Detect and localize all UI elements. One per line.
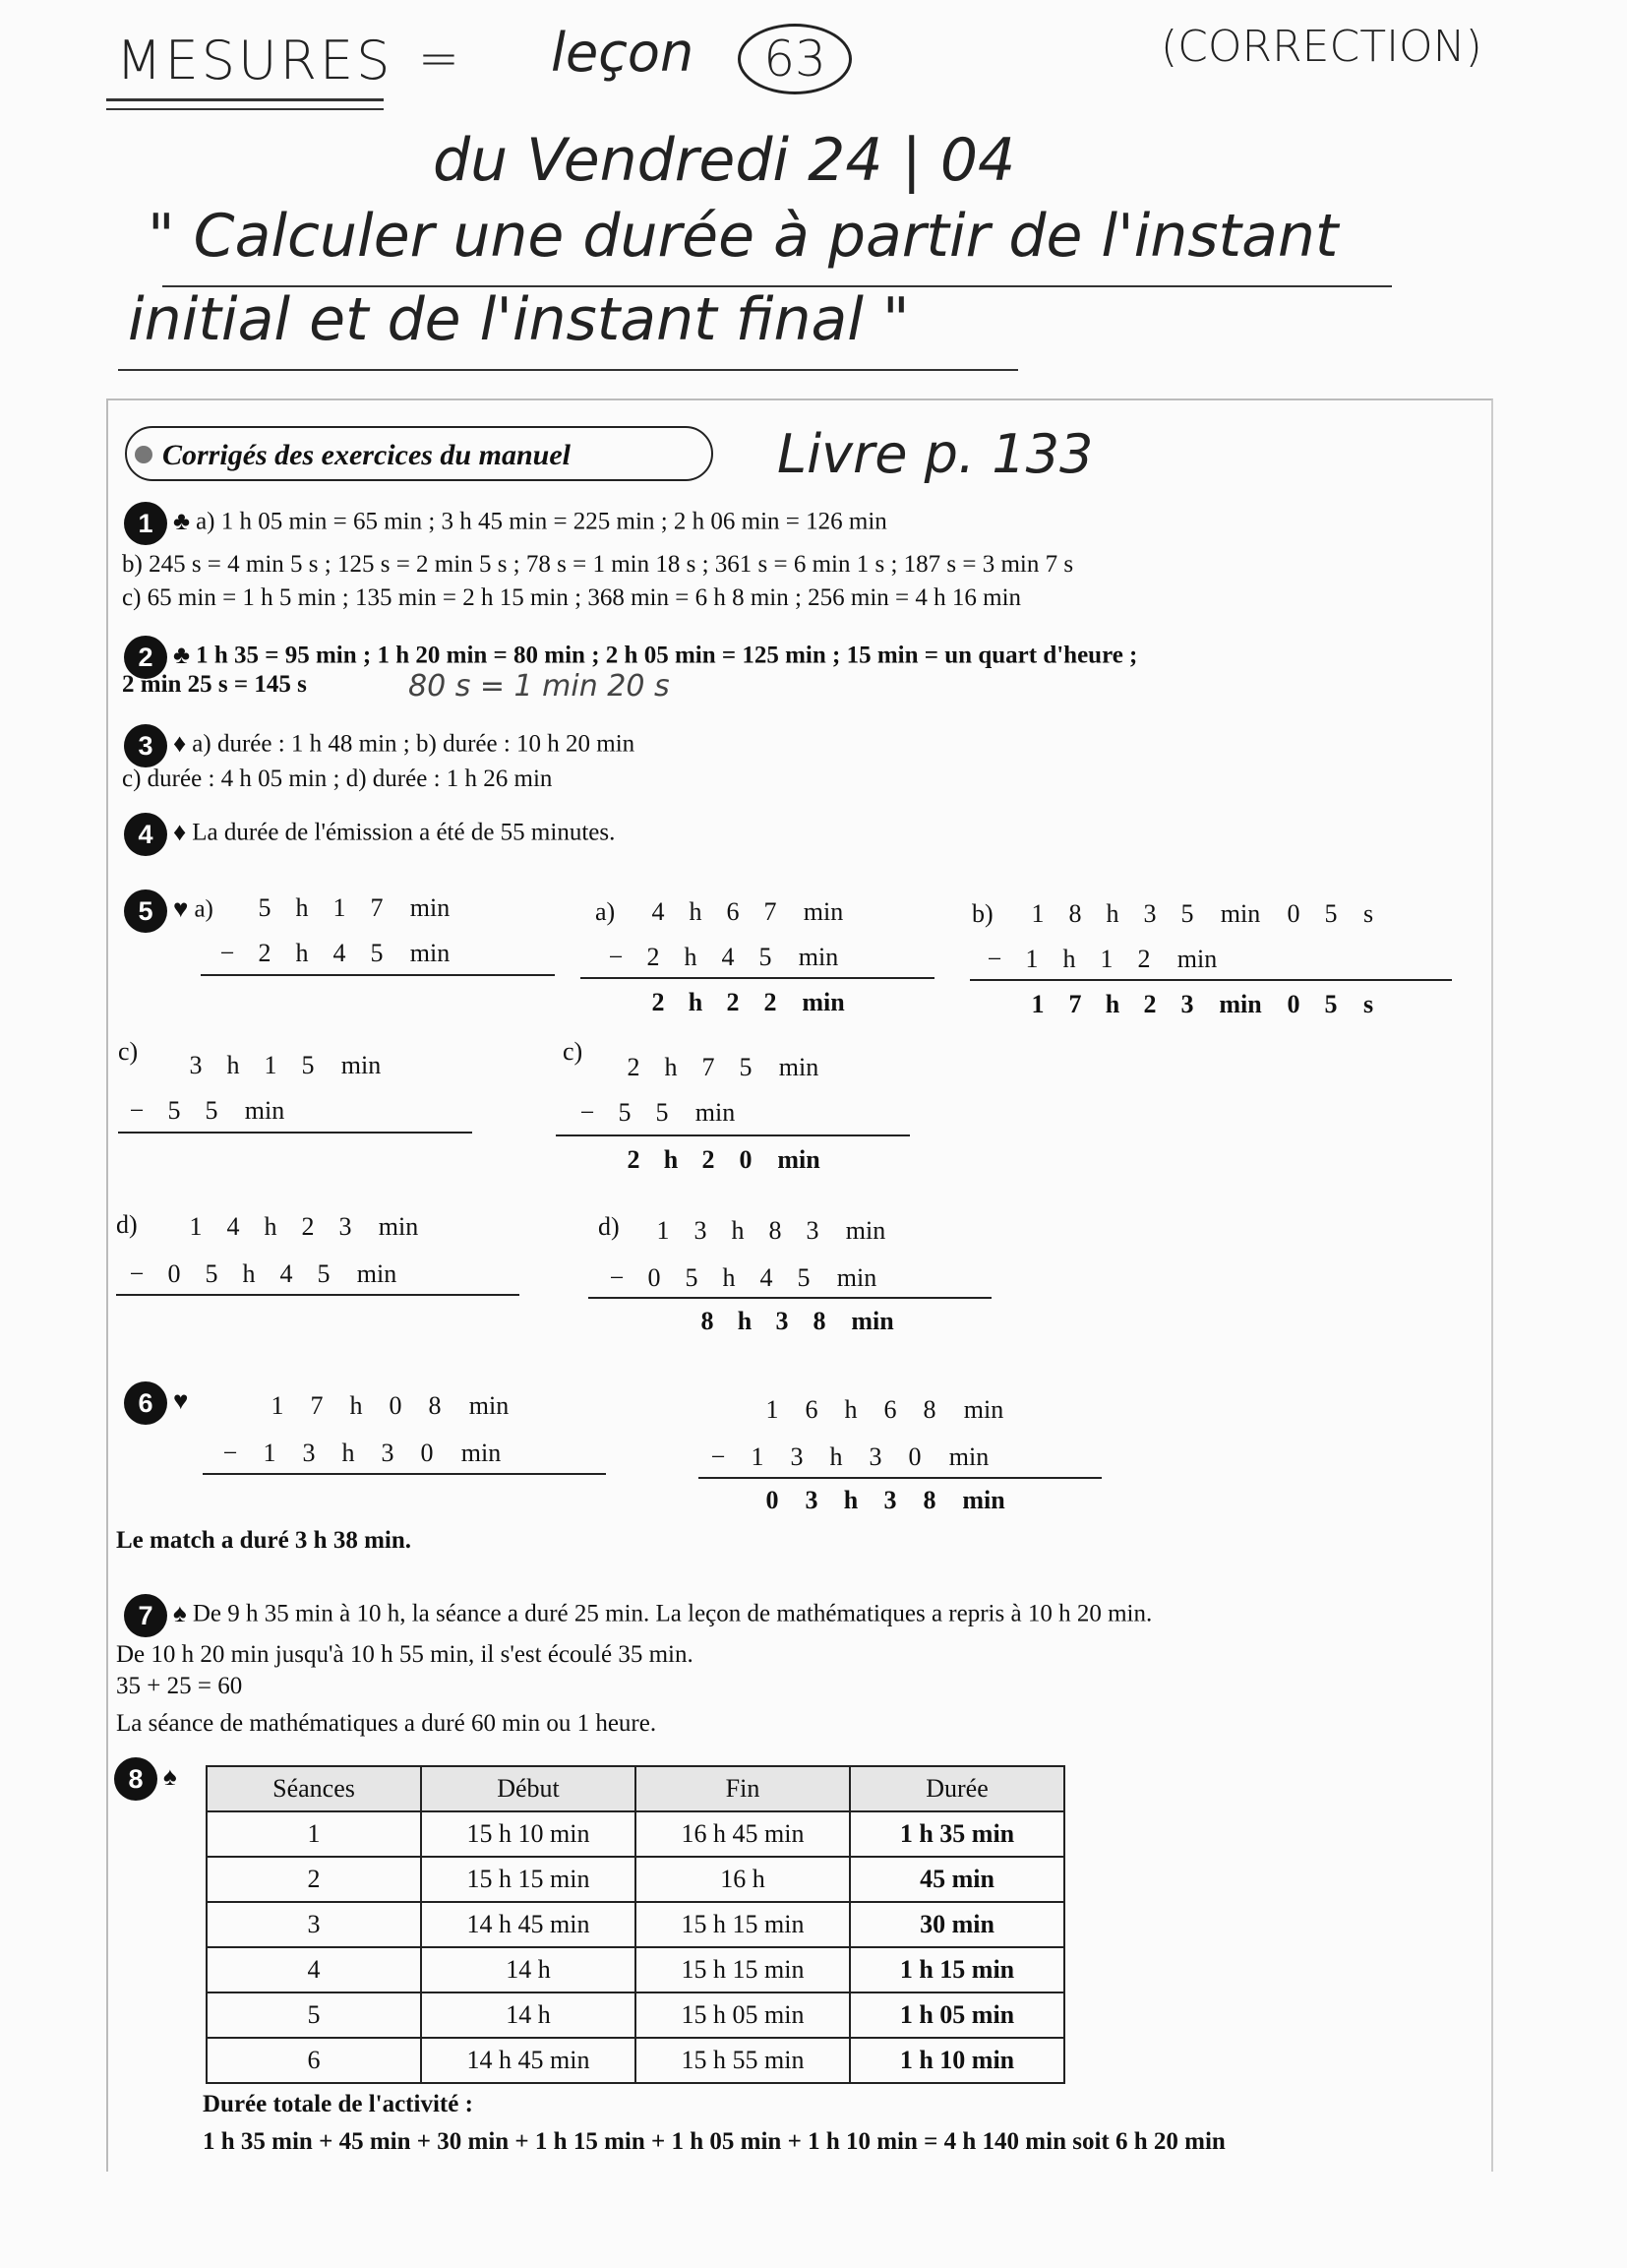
digit-cell: h — [1105, 990, 1120, 1018]
ex6-right-subtrahend — [698, 1442, 1003, 1472]
digit-cell: min — [798, 943, 839, 971]
ex3-line-2: c) durée : 4 h 05 min ; d) durée : 1 h 26 min — [122, 766, 553, 792]
digit-cell: min — [803, 897, 844, 926]
club-icon: ♣ — [173, 506, 191, 535]
table-cell: 45 min — [850, 1857, 1064, 1902]
digit-cell: 4 — [226, 1212, 240, 1241]
table-cell: 15 h 05 min — [635, 1992, 850, 2038]
digit-cell: h — [722, 1263, 736, 1292]
digit-cell: 4 — [651, 897, 665, 926]
table-header-row — [207, 1766, 1064, 1811]
digit-cell: 7 — [763, 897, 777, 926]
table-cell: 15 h 15 min — [421, 1857, 635, 1902]
digit-cell: 8 — [813, 1307, 826, 1335]
digit-cell: 0 — [908, 1442, 922, 1471]
digit-cell: 5 — [167, 1096, 181, 1125]
digit-cell: min — [409, 893, 451, 922]
ex5-result-row — [615, 1145, 833, 1175]
digit-cell: min — [244, 1096, 285, 1125]
ex6-right-result — [753, 1486, 1018, 1515]
digit-cell: 5 — [301, 1051, 315, 1079]
digit-cell: min — [409, 939, 451, 967]
ex1-b: b) 245 s = 4 min 5 s ; 125 s = 2 min 5 s ; 78 s = 1 min 18 s ; 361 s = 6 min 1 s ; 187 s = 3 min 7 s — [122, 551, 1074, 578]
digit-cell: 3 — [869, 1442, 882, 1471]
digit-cell: min — [1219, 990, 1262, 1018]
digit-cell: min — [1220, 899, 1261, 928]
ex7-line-4: La séance de mathématiques a duré 60 min ou 1 heure. — [116, 1710, 657, 1737]
digit-cell: 1 — [765, 1395, 779, 1424]
table-body — [207, 1811, 1064, 2083]
digit-cell: 8 — [1068, 899, 1082, 928]
digit-cell: min — [1176, 945, 1218, 973]
operation-rule — [556, 1134, 910, 1136]
table-cell: 1 h 15 min — [850, 1947, 1064, 1992]
ex5-label: b) — [972, 899, 994, 928]
table-row — [207, 1857, 1064, 1902]
digit-cell: 4 — [759, 1263, 773, 1292]
digit-cell: h — [844, 1395, 858, 1424]
digit-cell: 2 — [1143, 990, 1157, 1018]
digit-cell: 7 — [701, 1053, 715, 1081]
digit-cell: h — [829, 1442, 843, 1471]
ex8-total-label: Durée totale de l'activité : — [203, 2091, 473, 2117]
ex5-number: 5 — [124, 889, 167, 933]
digit-cell: 5 — [797, 1263, 811, 1292]
mesures-underline-2 — [106, 108, 384, 110]
ex2-handwritten-note: 80 s = 1 min 20 s — [408, 669, 670, 704]
digit-cell: 5 — [370, 939, 384, 967]
table-cell: 15 h 15 min — [635, 1947, 850, 1992]
digit-cell: 2 — [701, 1145, 715, 1174]
digit-cell: 5 — [685, 1263, 698, 1292]
diamond-icon: ♦ — [173, 817, 187, 846]
digit-cell: 1 — [189, 1212, 203, 1241]
digit-cell: h — [689, 897, 702, 926]
digit-cell: 3 — [806, 1216, 819, 1245]
digit-cell: 1 — [1025, 945, 1039, 973]
table-cell: 16 h 45 min — [635, 1811, 850, 1857]
digit-cell: min — [694, 1098, 736, 1127]
digit-cell: 0 — [739, 1145, 753, 1174]
ex5-subtrahend-row — [569, 1098, 750, 1128]
table-header: Séances — [207, 1766, 421, 1811]
digit-cell: min — [378, 1212, 419, 1241]
table-header: Durée — [850, 1766, 1064, 1811]
digit-cell: 1 — [263, 1439, 276, 1467]
digit-cell: 5 — [758, 943, 772, 971]
ex5-minuend-row — [246, 893, 464, 923]
digit-cell: min — [948, 1442, 990, 1471]
digit-cell: min — [802, 988, 845, 1016]
digit-cell: min — [962, 1486, 1005, 1514]
digit-cell: 2 — [1137, 945, 1151, 973]
mesures-heading: MESURES — [116, 30, 393, 92]
ex5-minuend-row — [177, 1212, 433, 1242]
digit-cell: 8 — [700, 1307, 714, 1335]
digit-cell: 0 — [420, 1439, 434, 1467]
ex5-minuend-row — [177, 1051, 395, 1080]
table-cell: 14 h — [421, 1947, 635, 1992]
digit-cell: 3 — [775, 1307, 789, 1335]
digit-cell: min — [845, 1216, 886, 1245]
digit-cell: − — [219, 939, 235, 967]
ex5-minuend-row — [639, 897, 858, 927]
ex7-text-1: De 9 h 35 min à 10 h, la séance a duré 25 min. La leçon de mathématiques a repris à 10 h 20 min. — [192, 1600, 1153, 1627]
digit-cell: h — [264, 1212, 277, 1241]
ex5-result-row — [1019, 990, 1387, 1019]
ex1-a: a) 1 h 05 min = 65 min ; 3 h 45 min = 225 min ; 2 h 06 min = 126 min — [196, 508, 887, 535]
digit-cell: 2 — [646, 943, 660, 971]
ex6-right-minuend — [753, 1395, 1018, 1425]
ex2-line-2: 2 min 25 s = 145 s — [122, 671, 307, 698]
digit-cell: 3 — [338, 1212, 352, 1241]
digit-cell: 2 — [726, 988, 740, 1016]
table-cell: 1 h 10 min — [850, 2038, 1064, 2083]
ex5-subtrahend-row — [118, 1096, 299, 1126]
digit-cell: 5 — [1324, 899, 1338, 928]
digit-cell: h — [688, 988, 703, 1016]
digit-cell: 3 — [302, 1439, 316, 1467]
operation-rule — [116, 1294, 519, 1296]
digit-cell: 5 — [258, 893, 271, 922]
digit-cell: 5 — [618, 1098, 632, 1127]
ex5-minuend-row — [644, 1216, 900, 1246]
ex5-label-a-left: a) — [194, 895, 213, 923]
digit-cell: − — [579, 1098, 595, 1127]
digit-cell: 5 — [317, 1259, 331, 1288]
table-cell: 14 h — [421, 1992, 635, 2038]
digit-cell: 2 — [651, 988, 665, 1016]
digit-cell: min — [836, 1263, 877, 1292]
correction-label: (CORRECTION) — [1161, 22, 1482, 72]
table-row — [207, 1811, 1064, 1857]
table-cell: 1 — [207, 1811, 421, 1857]
digit-cell: h — [1106, 899, 1119, 928]
ex6-conclusion: Le match a duré 3 h 38 min. — [116, 1527, 411, 1554]
operation-rule — [698, 1477, 1102, 1479]
club-icon: ♣ — [173, 640, 191, 669]
digit-cell: 4 — [332, 939, 346, 967]
digit-cell: s — [1362, 990, 1374, 1018]
ex5-subtrahend-row — [597, 943, 853, 972]
operation-rule — [118, 1132, 472, 1134]
digit-cell: 8 — [768, 1216, 782, 1245]
table-cell: 15 h 55 min — [635, 2038, 850, 2083]
digit-cell: h — [737, 1307, 753, 1335]
table-cell: 15 h 10 min — [421, 1811, 635, 1857]
ex1-line-a — [124, 502, 887, 545]
digit-cell: min — [778, 1053, 819, 1081]
operation-rule — [970, 979, 1452, 981]
table-row — [207, 1902, 1064, 1947]
digit-cell: 2 — [627, 1053, 640, 1081]
ex3-text-1: a) durée : 1 h 48 min ; b) durée : 10 h 20 min — [192, 730, 635, 758]
ex5-result-row — [689, 1307, 907, 1336]
ex5-label: c) — [563, 1037, 583, 1066]
digit-cell: 3 — [693, 1216, 707, 1245]
operation-rule — [588, 1297, 992, 1299]
ex6-number: 6 — [124, 1381, 167, 1425]
title-line-1: " Calculer une durée à partir de l'instant — [148, 202, 1339, 271]
digit-cell: 0 — [647, 1263, 661, 1292]
table-row — [207, 1947, 1064, 1992]
ex6-left-minuend — [258, 1391, 523, 1421]
table-row — [207, 1992, 1064, 2038]
digit-cell: min — [777, 1145, 820, 1174]
table-cell: 14 h 45 min — [421, 2038, 635, 2083]
ex5-subtrahend-row — [209, 939, 464, 968]
digit-cell: 1 — [1031, 990, 1045, 1018]
ex5-minuend-row — [1019, 899, 1387, 929]
digit-cell: 5 — [1324, 990, 1338, 1018]
ex5-result-row — [639, 988, 858, 1017]
digit-cell: 8 — [428, 1391, 442, 1420]
operation-rule — [201, 974, 555, 976]
digit-cell: min — [356, 1259, 397, 1288]
digit-cell: 1 — [264, 1051, 277, 1079]
digit-cell: 2 — [258, 939, 271, 967]
digit-cell: 3 — [189, 1051, 203, 1079]
digit-cell: h — [349, 1391, 363, 1420]
livre-page: Livre p. 133 — [777, 423, 1094, 485]
ex8-table — [206, 1765, 1065, 2084]
title-line-2: initial et de l'instant final " — [128, 285, 910, 354]
ex7-line-3: 35 + 25 = 60 — [116, 1673, 243, 1699]
spade-icon: ♠ — [173, 1598, 187, 1627]
ex2-text-1: 1 h 35 = 95 min ; 1 h 20 min = 80 min ; 2 h 05 min = 125 min ; 15 min = un quart d'heure ; — [196, 642, 1138, 669]
ex5-label: d) — [116, 1210, 138, 1239]
table-cell: 15 h 15 min — [635, 1902, 850, 1947]
digit-cell: − — [129, 1259, 145, 1288]
digit-cell: 0 — [765, 1486, 779, 1514]
digit-cell: 3 — [1180, 990, 1194, 1018]
digit-cell: s — [1362, 899, 1374, 928]
ex5-label: a) — [595, 897, 616, 926]
digit-cell: h — [731, 1216, 745, 1245]
equals-sign: = — [418, 30, 459, 87]
digit-cell: 1 — [751, 1442, 764, 1471]
digit-cell: 3 — [883, 1486, 897, 1514]
digit-cell: 0 — [389, 1391, 402, 1420]
ex8-total: 1 h 35 min + 45 min + 30 min + 1 h 15 min + 1 h 05 min + 1 h 10 min = 4 h 140 min soit 6 h 20 min — [203, 2128, 1226, 2155]
digit-cell: 7 — [310, 1391, 324, 1420]
digit-cell: 5 — [205, 1096, 218, 1125]
ex5-label: d) — [598, 1212, 620, 1241]
digit-cell: 5 — [739, 1053, 753, 1081]
digit-cell: 1 — [656, 1216, 670, 1245]
digit-cell: min — [468, 1391, 510, 1420]
digit-cell: 0 — [1287, 990, 1300, 1018]
operation-rule — [580, 977, 934, 979]
ex3-line-1 — [124, 724, 634, 767]
ex5-header — [124, 889, 213, 933]
digit-cell: h — [663, 1145, 679, 1174]
digit-cell: 8 — [923, 1395, 936, 1424]
digit-cell: min — [460, 1439, 502, 1467]
table-cell: 6 — [207, 2038, 421, 2083]
heart-icon: ♥ — [173, 1385, 189, 1415]
digit-cell: h — [843, 1486, 859, 1514]
ex5-label: c) — [118, 1037, 139, 1066]
digit-cell: h — [242, 1259, 256, 1288]
digit-cell: 8 — [923, 1486, 936, 1514]
digit-cell: 1 — [1031, 899, 1045, 928]
digit-cell: 2 — [627, 1145, 640, 1174]
digit-cell: − — [710, 1442, 726, 1471]
ex5-subtrahend-row — [976, 945, 1232, 974]
ex4-number: 4 — [124, 813, 167, 856]
ex6-header — [124, 1381, 194, 1425]
table-cell: 1 h 35 min — [850, 1811, 1064, 1857]
table-row — [207, 2038, 1064, 2083]
digit-cell: 3 — [805, 1486, 818, 1514]
digit-cell: 6 — [726, 897, 740, 926]
digit-cell: 7 — [1068, 990, 1082, 1018]
title-underline-2 — [118, 369, 1018, 371]
table-cell: 5 — [207, 1992, 421, 2038]
digit-cell: min — [851, 1307, 894, 1335]
ex6-left-subtrahend — [211, 1439, 515, 1468]
digit-cell: 6 — [805, 1395, 818, 1424]
digit-cell: 0 — [1287, 899, 1300, 928]
date-line: du Vendredi 24 | 04 — [433, 126, 1016, 195]
ex7-line-1 — [124, 1594, 1152, 1637]
digit-cell: 5 — [1180, 899, 1194, 928]
table-cell: 14 h 45 min — [421, 1902, 635, 1947]
heart-icon: ♥ — [173, 893, 189, 923]
digit-cell: h — [684, 943, 697, 971]
ex8-header — [114, 1757, 183, 1801]
ex4-text: La durée de l'émission a été de 55 minutes. — [192, 819, 616, 846]
digit-cell: 3 — [790, 1442, 804, 1471]
table-cell: 1 h 05 min — [850, 1992, 1064, 2038]
ex1-c: c) 65 min = 1 h 5 min ; 135 min = 2 h 15 min ; 368 min = 6 h 8 min ; 256 min = 4 h 16 min — [122, 584, 1022, 611]
table-cell: 4 — [207, 1947, 421, 1992]
digit-cell: 0 — [167, 1259, 181, 1288]
table-cell: 3 — [207, 1902, 421, 1947]
digit-cell: 3 — [381, 1439, 394, 1467]
operation-rule — [203, 1473, 606, 1475]
digit-cell: h — [295, 939, 309, 967]
ex5-minuend-row — [615, 1053, 833, 1082]
digit-cell: 5 — [205, 1259, 218, 1288]
digit-cell: 2 — [763, 988, 777, 1016]
table-cell: 30 min — [850, 1902, 1064, 1947]
lecon-word: leçon — [551, 22, 694, 84]
digit-cell: 6 — [883, 1395, 897, 1424]
digit-cell: 7 — [370, 893, 384, 922]
digit-cell: 1 — [332, 893, 346, 922]
ex5-subtrahend-row — [118, 1259, 411, 1289]
digit-cell: − — [129, 1096, 145, 1125]
ex7-number: 7 — [124, 1594, 167, 1637]
ex4-line — [124, 813, 615, 856]
digit-cell: 4 — [721, 943, 735, 971]
table-cell: 16 h — [635, 1857, 850, 1902]
digit-cell: h — [226, 1051, 240, 1079]
digit-cell: − — [987, 945, 1002, 973]
digit-cell: h — [295, 893, 309, 922]
digit-cell: − — [222, 1439, 238, 1467]
mesures-underline — [106, 98, 384, 101]
digit-cell: − — [609, 1263, 625, 1292]
table-header: Fin — [635, 1766, 850, 1811]
banner-corriges: Corrigés des exercices du manuel — [125, 426, 713, 481]
digit-cell: 1 — [271, 1391, 284, 1420]
digit-cell: h — [664, 1053, 678, 1081]
table-header: Début — [421, 1766, 635, 1811]
ex2-number: 2 — [124, 636, 167, 679]
digit-cell: − — [608, 943, 624, 971]
correction-text: CORRECTION — [1177, 22, 1466, 72]
ex5-subtrahend-row — [598, 1263, 891, 1293]
digit-cell: 2 — [301, 1212, 315, 1241]
digit-cell: 1 — [1100, 945, 1114, 973]
digit-cell: h — [1062, 945, 1076, 973]
ex1-number: 1 — [124, 502, 167, 545]
lecon-number: 63 — [738, 24, 852, 94]
digit-cell: min — [963, 1395, 1004, 1424]
digit-cell: 3 — [1143, 899, 1157, 928]
ex7-line-2: De 10 h 20 min jusqu'à 10 h 55 min, il s'est écoulé 35 min. — [116, 1641, 693, 1668]
digit-cell: h — [341, 1439, 355, 1467]
digit-cell: 4 — [279, 1259, 293, 1288]
digit-cell: min — [340, 1051, 382, 1079]
ex8-number: 8 — [114, 1757, 157, 1801]
spade-icon: ♠ — [163, 1761, 177, 1791]
digit-cell: 5 — [655, 1098, 669, 1127]
diamond-icon: ♦ — [173, 728, 187, 758]
table-cell: 2 — [207, 1857, 421, 1902]
ex3-number: 3 — [124, 724, 167, 767]
